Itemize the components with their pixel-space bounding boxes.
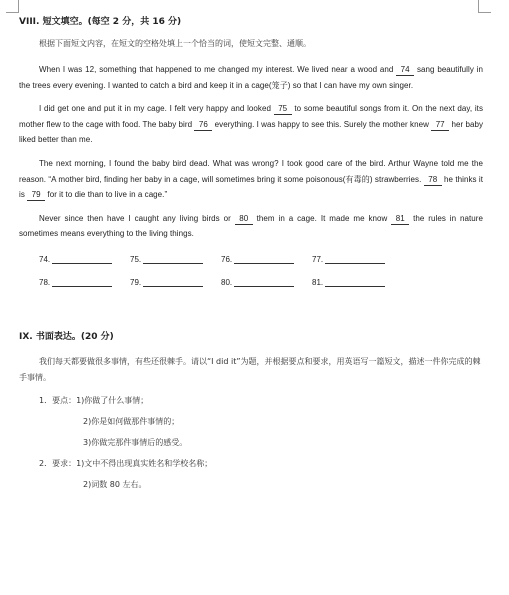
answer-blank-line[interactable]	[143, 278, 203, 287]
answer-item	[39, 255, 130, 264]
passage-paragraph	[19, 101, 483, 148]
answer-blank-line[interactable]	[52, 255, 112, 264]
answer-number: 81.	[312, 277, 324, 287]
answer-number: 78.	[39, 277, 51, 287]
section8-instruction: 根据下面短文内容，在短文的空格处填上一个恰当的词，使短文完整、通顺。	[39, 39, 311, 48]
answer-sheet	[19, 255, 483, 287]
passage	[19, 62, 483, 242]
answer-number: 77.	[312, 254, 324, 264]
section9-instruction: 我们每天都要做很多事情，有些还很棘手。请以“I did it”为题，并根据要点和要求，用英语写一篇短文，描述一件你完成的棘手事情。	[19, 356, 481, 382]
section8-heading: VIII. 短文填空。(每空 2 分，共 16 分)	[19, 17, 182, 27]
section9-heading: IX. 书面表达。(20 分)	[19, 331, 114, 342]
passage-text: sang beautifully in the trees every evening. I wanted to catch a bird and keep it in a cage(笼子) so that I can have my own singer.	[19, 65, 484, 90]
answer-blank-line[interactable]	[143, 255, 203, 264]
passage-text: her baby liked better than me.	[19, 119, 484, 145]
passage-text: The next morning, I found the baby bird dead. What was wrong? I took good care of the bird. Arthur Wayne told me the reason. “A mother bird, finding her baby in a cage, will sometimes bring it some poisonous(有毒的) strawberries.	[19, 158, 483, 184]
passage-text: I did get one and put it in my cage. I felt very happy and looked	[39, 104, 274, 114]
blank-number: 75	[274, 104, 292, 115]
answer-item	[221, 255, 312, 264]
blank-number: 78	[424, 175, 442, 186]
answer-blank-line[interactable]	[234, 255, 294, 264]
passage-text: the rules in nature sometimes means everything to the living things.	[19, 213, 483, 239]
answer-row	[39, 278, 483, 287]
passage-paragraph	[19, 211, 483, 242]
requirement-point-3: 3)你做完那件事情后的感受。	[83, 437, 188, 447]
answer-number: 79.	[130, 277, 142, 287]
passage-text: for it to die than to live in a cage.”	[45, 190, 168, 200]
requirement-rule-2: 2)词数 80 左右。	[83, 479, 147, 489]
answer-item	[130, 255, 221, 264]
blank-number: 74	[396, 65, 414, 76]
answer-item	[221, 278, 312, 287]
blank-number: 80	[235, 214, 253, 225]
answer-item	[312, 278, 403, 287]
answer-number: 76.	[221, 254, 233, 264]
answer-number: 74.	[39, 254, 51, 264]
passage-paragraph	[19, 156, 483, 203]
answer-item	[130, 278, 221, 287]
passage-text: he thinks it is	[19, 174, 483, 200]
requirement-point-2: 2)你是如何做那件事情的；	[83, 416, 180, 426]
requirement-points-label: 1．要点：1)你做了什么事情；	[39, 395, 149, 405]
answer-item	[39, 278, 130, 287]
answer-blank-line[interactable]	[325, 278, 385, 287]
answer-blank-line[interactable]	[52, 278, 112, 287]
passage-text: Never since then have I caught any living birds or	[39, 213, 235, 223]
page-corner-mark-right	[478, 0, 491, 13]
answer-blank-line[interactable]	[325, 255, 385, 264]
blank-number: 76	[194, 120, 212, 131]
answer-number: 75.	[130, 254, 142, 264]
answer-number: 80.	[221, 277, 233, 287]
passage-text: When I was 12, something that happened to me changed my interest. We lived near a wood and	[39, 65, 397, 74]
passage-text: them in a cage. It made me know	[252, 213, 392, 223]
page-corner-mark-left	[6, 0, 19, 13]
blank-number: 79	[27, 190, 45, 201]
answer-row	[39, 255, 483, 264]
answer-blank-line[interactable]	[234, 278, 294, 287]
answer-item	[312, 255, 403, 264]
passage-paragraph	[19, 62, 483, 93]
document-page	[19, 15, 483, 491]
passage-text: everything. I was happy to see this. Surely the mother knew	[212, 119, 432, 129]
blank-number: 81	[391, 214, 409, 225]
blank-number: 77	[431, 120, 449, 131]
requirement-rules-label: 2．要求：1)文中不得出现真实姓名和学校名称；	[39, 458, 213, 468]
passage-text: to some beautiful songs from it. On the next day, its mother flew to the cage with food. The baby bird	[19, 104, 483, 129]
